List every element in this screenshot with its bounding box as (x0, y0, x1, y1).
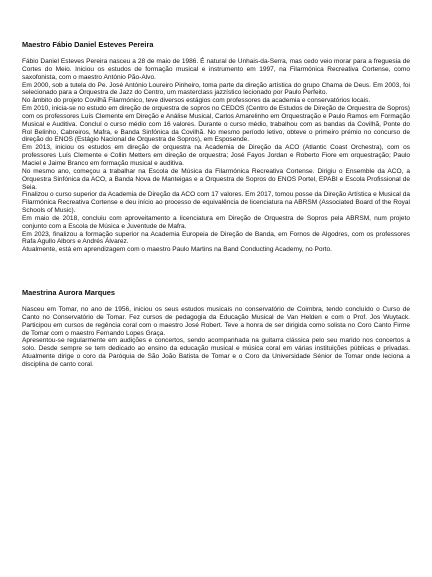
bio-paragraph: Fábio Daniel Esteves Pereira nasceu a 28 de maio de 1986. É natural de Unhais-da-Serra, mas cedo veio morar para a freguesia de Cortes do Meio. Iniciou os estudos de formação musical e instrumento em 1997, na Filarmónica Recreativa Cortense, como saxofonista, com o maestro António Pão-Alvo. (22, 58, 410, 81)
bio-heading: Maestro Fábio Daniel Esteves Pereira (22, 40, 154, 49)
bio-paragraph: Em 2023, finalizou a formação superior na Academia Europeia de Direção de Banda, em Fornos de Algodres, com os professores Rafa Agullo Albors e Andrés Álvarez. (22, 230, 410, 246)
bio-section-fabio-pereira (22, 40, 410, 254)
bio-paragraph: No âmbito do projeto Covilhã Filarmónico, teve diversos estágios com professores da academia e conservatórios locais. (22, 97, 371, 105)
bio-paragraph: Em 2013, iniciou os estudos em direção de orquestra na Academia de Direção da ACO (Atlantic Coast Orchestra), com os professores Luís Clemente e Collin Metters em direção de orquestra; José Fayos Jordan e Roberto Fiore em orquestração; Paulo Maciel e Jaime Branco em formação musical e auditiva. (22, 144, 410, 167)
bio-paragraph: Finalizou o curso superior da Academia de Direção da ACO com 17 valores. Em 2017, tomou posse da Direção Artística e Musical da Filarmónica Recreativa Cortense e deu início ao processo de equivalência de licenciatura na ABRSM (Associated Board of the Royal Schools of Music). (22, 191, 410, 215)
bio-paragraph: Em 2010, inicia-se no estudo em direção de orquestra de sopros no CEDOS (Centro de Estudos de Direção de Orquestra de Sopros) com os professores Luís Clemente em Direção e Análise Musical, Carlos Amarelinho em Orquestração e Paulo Ramos em Formação Musical e Auditiva. Concluí o curso médio com 16 valores. Durante o curso médio, trabalhou com as bandas da Covilhã, Ponte do Rol Belinho, Cabreiros, Mafra, e Banda Sinfónica da Covilhã. No mesmo período letivo, obteve o primeiro prémio no concurso de direção do ENOS (Estágio Nacional de Orquestra de Sopros), em Esposende. (22, 105, 410, 144)
bio-section-aurora-marques (22, 288, 410, 369)
bio-paragraph: Apresentou-se regularmente em audições e concertos, sendo acompanhada na guitarra clássica pelo seu marido nos concertos a solo. Desde sempre se tem dedicado ao ensino da educação musical e música coral em várias instituições públicas e privadas. Atualmente dirige o coro da Paróquia de São João Batista de Tomar e o Coro da Universidade Sénior de Tomar onde leciona a disciplina de canto coral. (22, 337, 410, 368)
bio-paragraph: Nasceu em Tomar, no ano de 1956, iniciou os seus estudos musicais no conservatório de Coimbra, tendo concluído o Curso de Canto no Conservatório de Tomar. Fez cursos de pedagogia da Educação Musical de Van Helden e com o Prof. Jos Wuytack. Participou em cursos de regência coral com o maestro José Robert. Teve a honra de ser dirigida como solista no Coro Canto Firme de Tomar com o maestro Fernando Lopes Graça. (22, 306, 410, 337)
bio-paragraph: Atualmente, está em aprendizagem com o maestro Paulo Martins na Band Conducting Academy, no Porto. (22, 246, 332, 254)
bio-paragraph: No mesmo ano, começou a trabalhar na Escola de Música da Filarmónica Recreativa Cortense. Dirigiu o Ensemble da ACO, a Orquestra Sinfónica da ACO, a Banda Nova de Manteigas e a Orquestra de Sopros do ENOS Portel, EPABI e Escola Profissional de Seia. (22, 167, 410, 191)
bio-heading: Maestrina Aurora Marques (22, 288, 115, 298)
bio-paragraph: Em 2000, sob a tutela do Pe. José António Loureiro Pinheiro, toma parte da direção artística do grupo Chama de Deus. Em 2003, foi selecionado para a Orquestra de Jazz do Centro, um masterclass jazzístico lecionado por Paulo Perfeito. (22, 81, 410, 97)
bio-paragraph: Em maio de 2018, concluiu com aproveitamento a licenciatura em Direção de Orquestra de Sopros pela ABRSM, num projeto conjunto com a Escola de Música e Juventude de Mafra. (22, 214, 410, 230)
